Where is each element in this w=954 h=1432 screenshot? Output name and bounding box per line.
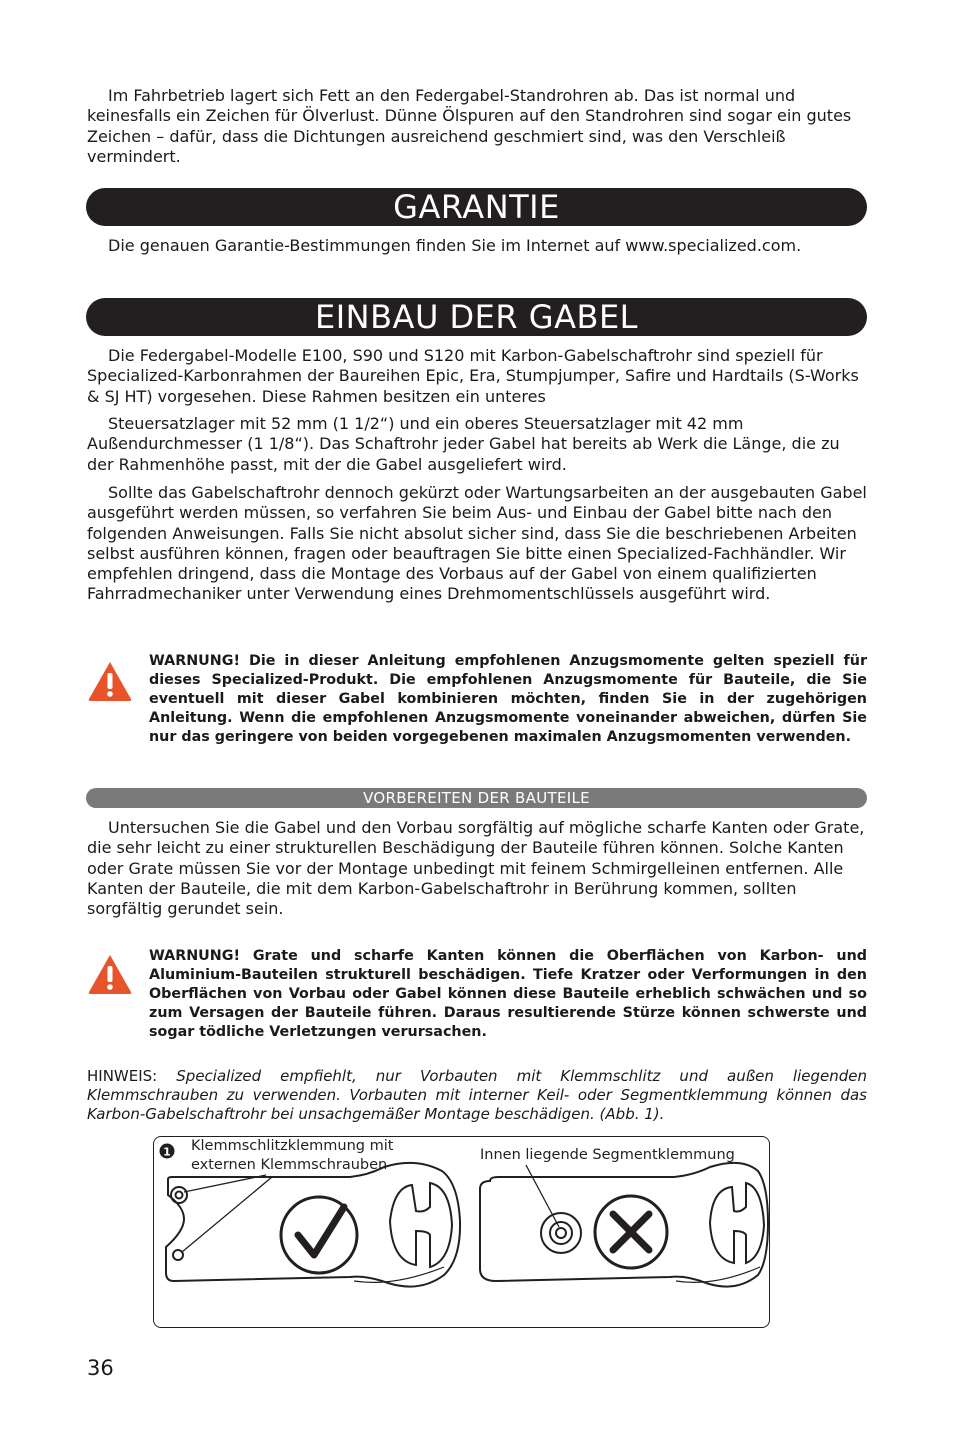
figure-stem-clamps [153, 1136, 770, 1328]
label-external-clamp [191, 1137, 393, 1175]
warning-triangle-icon [87, 660, 133, 702]
warning-text-torque: WARNUNG! Die in dieser Anleitung empfohlenen Anzugsmomente gelten speziell für dieses Specialized-Produkt. Die empfohlenen Anzugsmomente für Bauteile, die Sie eventuell mit dieser Gabel kombinieren möchten, finden Sie in der zugehörigen Anleitung. Wenn die empfohlenen Anzugsmomente voneinander abweichen, dürfen Sie nur das geringere von beiden vorgegebenen maximalen Anzugsmomenten verwenden. [149, 653, 867, 745]
label-external-clamp-line2: externen Klemmschrauben [191, 1157, 388, 1173]
hinweis-label: HINWEIS: [87, 1067, 158, 1085]
vorbereiten-paragraph: Untersuchen Sie die Gabel und den Vorbau sorgfältig auf mögliche scharfe Kanten oder Grate, die sehr leicht zu einer strukturellen Beschädigung der Bauteile führen können. Solche Kanten oder Grate müssen Sie vor der Montage unbedingt mit feinem Schmirgelleinen entfernen. Alle Kanten der Bauteile, die mit dem Karbon-Gabelschaftrohr in Berührung kommen, sollten sorgfältig gerundet sein. [87, 818, 865, 919]
einbau-paragraph-1: Die Federgabel-Modelle E100, S90 und S120 mit Karbon-Gabelschaftrohr sind speziell für Specialized-Karbonrahmen der Baureihen Epic, Era, Stumpjumper, Safire und Hardtails (S-Works & SJ HT) vorgesehen. Diese Rahmen besitzen ein unteres [87, 346, 859, 406]
einbau-paragraph-2: Steuersatzlager mit 52 mm (1 1/2“) und ein oberes Steuersatzlager mit 42 mm Außendurchmesser (1 1/8“). Das Schaftrohr jeder Gabel hat bereits ab Werk die Länge, die zu der Rahmenhöhe passt, mit der die Gabel ausgeliefert wird. [87, 414, 840, 474]
label-internal-clamp: Innen liegende Segmentklemmung [480, 1147, 735, 1163]
cross-mark-icon [595, 1196, 667, 1268]
hinweis-note [87, 1067, 867, 1124]
intro-paragraph: Im Fahrbetrieb lagert sich Fett an den Federgabel-Standrohren ab. Das ist normal und keinesfalls ein Zeichen für Ölverlust. Dünne Ölspuren auf den Standrohren sind sogar ein gutes Zeichen – dafür, dass die Dichtungen ausreichend geschmiert sind, was den Verschleiß vermindert. [87, 86, 852, 166]
subsection-heading-vorbereiten: VORBEREITEN DER BAUTEILE [86, 788, 867, 808]
hinweis-text: Specialized empfiehlt, nur Vorbauten mit Klemmschlitz und außen liegenden Klemmschrauben zu verwenden. Vorbauten mit interner Keil- oder Segmentklemmung können das Karbon-Gabelschaftrohr bei unsachgemäßer Montage beschädigen. (Abb. 1). [87, 1067, 867, 1123]
section-heading-garantie: GARANTIE [86, 188, 867, 226]
warning-triangle-icon [87, 953, 133, 995]
label-external-clamp-line1: Klemmschlitzklemmung mit [191, 1138, 394, 1154]
page-number: 36 [87, 1356, 114, 1380]
left-stem-external-clamp [166, 1163, 460, 1287]
warning-text-edges: WARNUNG! Grate und scharfe Kanten können die Oberflächen von Karbon- und Aluminium-Bauteilen strukturell beschädigen. Tiefe Kratzer oder Verformungen in den Oberflächen von Vorbau oder Gabel können diese Bauteile erheblich schwächen und so zum Versagen der Bauteile führen. Daraus resultierende Stürze können schwerste und sogar tödliche Verletzungen verursachen. [149, 948, 867, 1040]
section-heading-einbau: EINBAU DER GABEL [86, 298, 867, 336]
figure-number: 1 [163, 1145, 171, 1159]
checkmark-icon [281, 1197, 357, 1273]
garantie-paragraph: Die genauen Garantie-Bestimmungen finden Sie im Internet auf www.specialized.com. [108, 236, 802, 255]
einbau-paragraph-3: Sollte das Gabelschaftrohr dennoch gekürzt oder Wartungsarbeiten an der ausgebauten Gabel ausgeführt werden müssen, so verfahren Sie beim Aus- und Einbau der Gabel bitte nach den folgenden Anweisungen. Falls Sie nicht absolut sicher sind, dass Sie die beschriebenen Arbeiten selbst ausführen können, fragen oder beauftragen Sie bitte einen Specialized-Fachhändler. Wir empfehlen dringend, dass die Montage des Vorbaus auf der Gabel von einem qualifizierten Fahrradmechaniker unter Verwendung eines Drehmomentschlüssels ausgeführt wird. [87, 483, 867, 604]
